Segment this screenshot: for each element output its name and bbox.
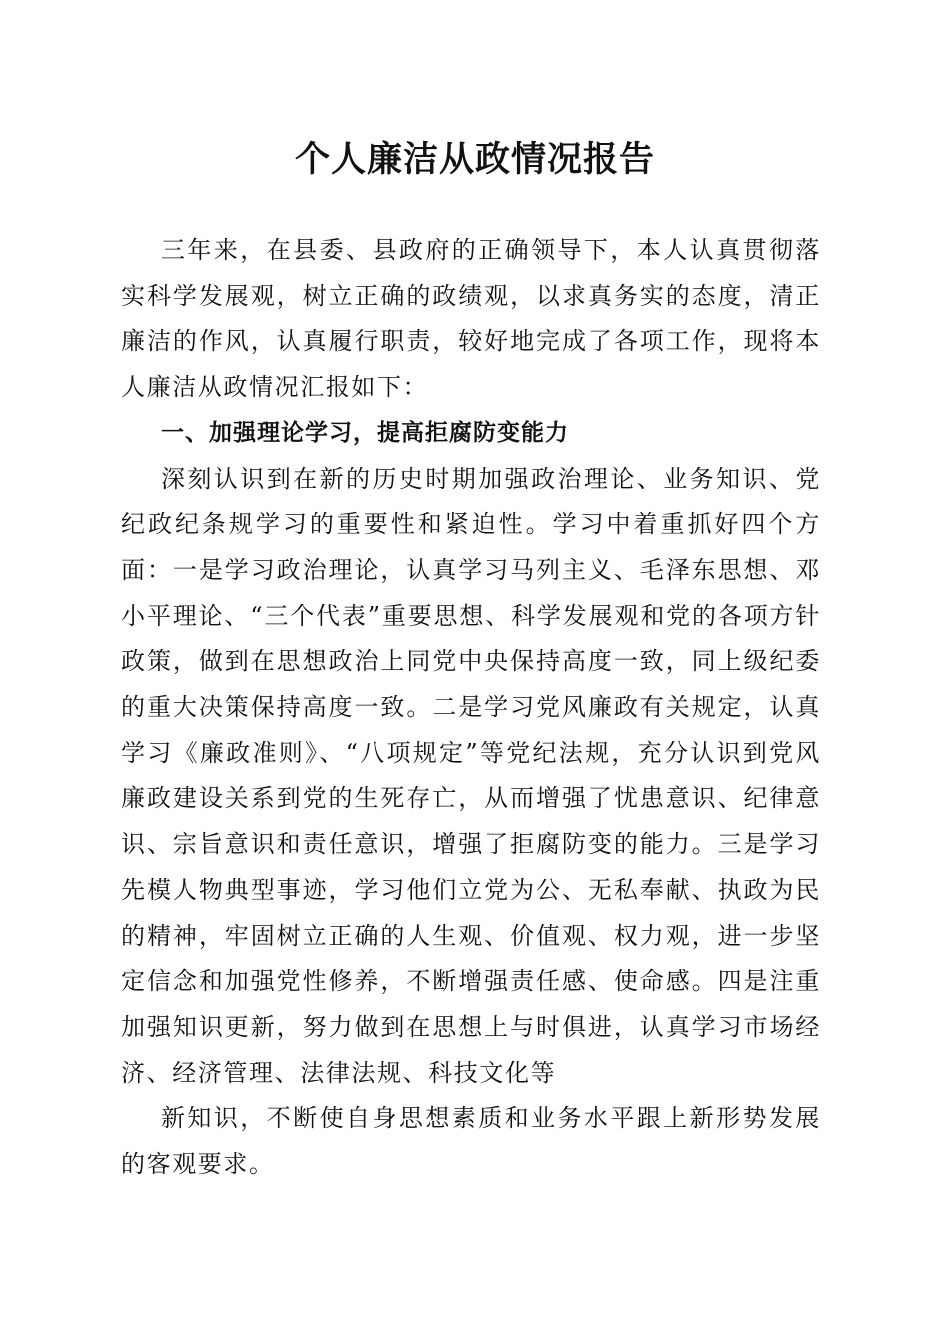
- closing-paragraph: 新知识，不断使自身思想素质和业务水平跟上新形势发展的客观要求。: [121, 1104, 821, 1179]
- intro-paragraph: 三年来，在县委、县政府的正确领导下，本人认真贯彻落实科学发展观，树立正确的政绩观，以求真务实的态度，清正廉洁的作风，认真履行职责，较好地完成了各项工作，现将本人廉洁从政情况汇报如下：: [121, 236, 821, 402]
- document-body: [121, 228, 821, 1188]
- body-paragraph: 深刻认识到在新的历史时期加强政治理论、业务知识、党纪政纪条规学习的重要性和紧迫性。学习中着重抓好四个方面：一是学习政治理论，认真学习马列主义、毛泽东思想、邓小平理论、“三个代表”重要思想、科学发展观和党的各项方针政策，做到在思想政治上同党中央保持高度一致，同上级纪委的重大决策保持高度一致。二是学习党风廉政有关规定，认真学习《廉政准则》、“八项规定”等党纪法规，充分认识到党风廉政建设关系到党的生死存亡，从而增强了忧患意识、纪律意识、宗旨意识和责任意识，增强了拒腐防变的能力。三是学习先模人物典型事迹，学习他们立党为公、无私奉献、执政为民的精神，牢固树立正确的人生观、价值观、权力观，进一步坚定信念和加强党性修养，不断增强责任感、使命感。四是注重加强知识更新，努力做到在思想上与时俱进，认真学习市场经济、经济管理、法律法规、科技文化等: [121, 464, 821, 1087]
- section-heading: 一、加强理论学习，提高拒腐防变能力: [161, 419, 569, 446]
- document-title: 个人廉洁从政情况报告: [294, 139, 655, 180]
